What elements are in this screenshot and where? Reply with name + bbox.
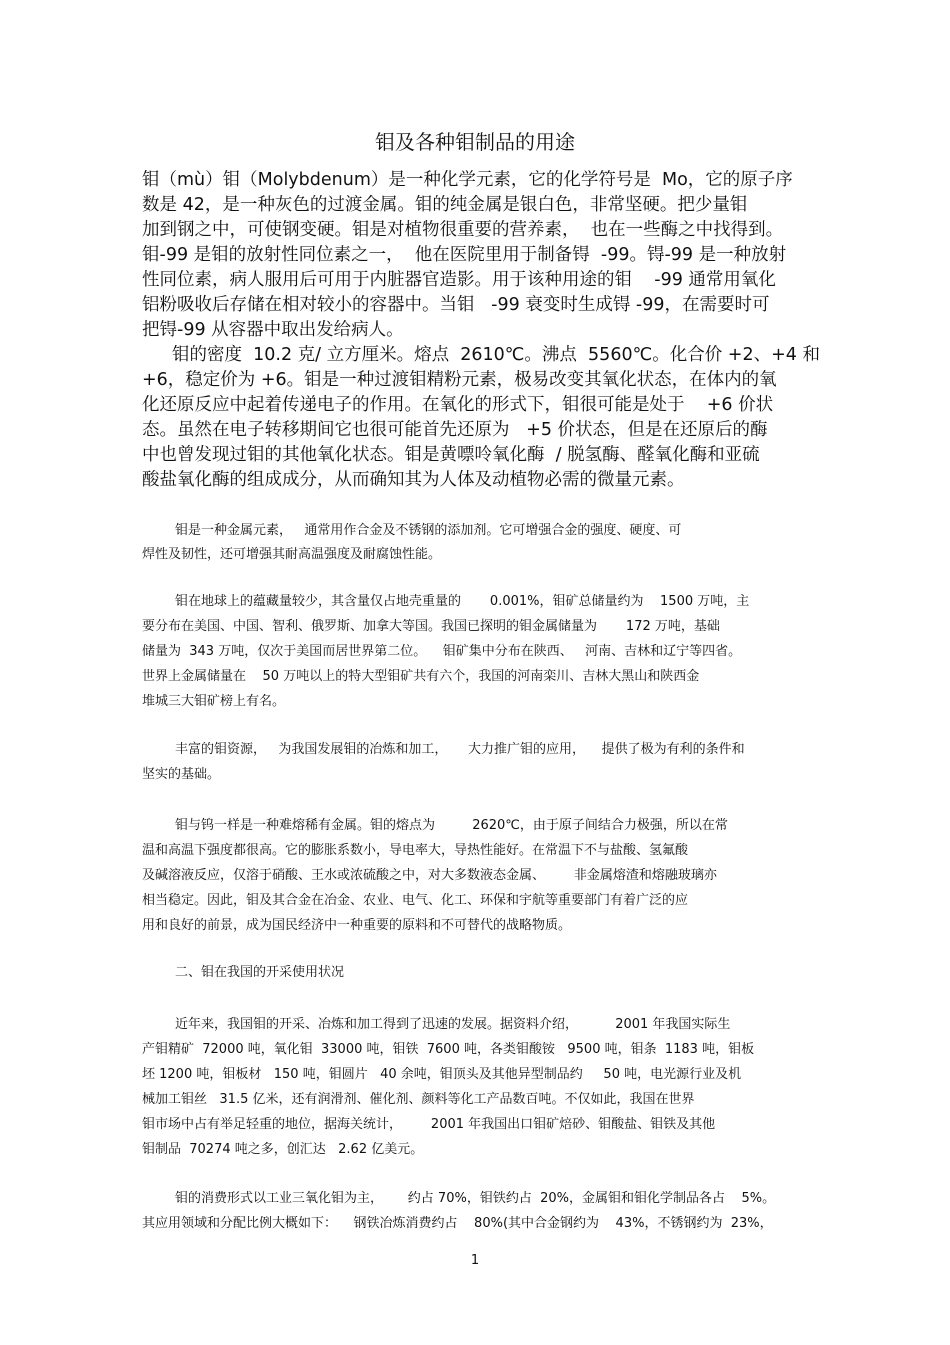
paragraph-line: 堆城三大钼矿榜上有名。	[142, 694, 286, 709]
paragraph-line: 坚实的基础。	[142, 767, 221, 782]
paragraph-line: 钼的消费形式以工业三氧化钼为主， 约占 70%，钼铁约占 20%，金属钼和钼化学制品各占 5%。	[175, 1191, 776, 1206]
paragraph-line: 及碱溶液反应，仅溶于硝酸、王水或浓硫酸之中，对大多数液态金属、 非金属熔渣和熔融玻璃亦	[142, 868, 717, 883]
paragraph-line: 其应用领域和分配比例大概如下： 钢铁冶炼消费约占 80%(其中合金钢约为 43%，不锈钢约为 23%，	[142, 1216, 773, 1231]
intro-line: 数是 42，是一种灰色的过渡金属。钼的纯金属是银白色，非常坚硬。把少量钼	[142, 195, 748, 215]
paragraph-line: 钼市场中占有举足轻重的地位，据海关统计， 2001 年我国出口钼矿焙砂、钼酸盐、钼铁及其他	[142, 1117, 716, 1132]
properties-line: 态。虽然在电子转移期间它也很可能首先还原为 +5 价状态，但是在还原后的酶	[142, 420, 768, 440]
properties-line: 化还原反应中起着传递电子的作用。在氧化的形式下，钼很可能是处于 +6 价状	[142, 395, 774, 415]
paragraph-line: 相当稳定。因此，钼及其合金在冶金、农业、电气、化工、环保和宇航等重要部门有着广泛的应	[142, 893, 689, 908]
paragraph-line: 坯 1200 吨，钼板材 150 吨，钼圆片 40 余吨，钼顶头及其他异型制品约 50 吨，电光源行业及机	[142, 1067, 742, 1082]
intro-line: 钼-99 是钼的放射性同位素之一， 他在医院里用于制备锝 -99。锝-99 是一种放射	[142, 245, 787, 265]
properties-line: 钼的密度 10.2 克/ 立方厘米。熔点 2610℃。沸点 5560℃。化合价 +2、+4 和	[172, 345, 820, 365]
paragraph-line: 丰富的钼资源， 为我国发展钼的冶炼和加工， 大力推广钼的应用， 提供了极为有利的条件和	[175, 742, 745, 757]
section-heading: 二、钼在我国的开采使用状况	[175, 965, 345, 980]
paragraph-line: 钼在地球上的蕴藏量较少，其含量仅占地壳重量的 0.001%，钼矿总储量约为 1500 万吨，主	[175, 594, 750, 609]
paragraph-line: 温和高温下强度都很高。它的膨胀系数小，导电率大，导热性能好。在常温下不与盐酸、氢氟酸	[142, 843, 689, 858]
properties-line: +6，稳定价为 +6。钼是一种过渡钼精粉元素，极易改变其氧化状态，在体内的氧	[142, 370, 777, 390]
intro-line: 把锝-99 从容器中取出发给病人。	[142, 320, 404, 340]
paragraph-line: 焊性及韧性，还可增强其耐高温强度及耐腐蚀性能。	[142, 547, 442, 562]
paragraph-line: 储量为 343 万吨，仅次于美国而居世界第二位。 钼矿集中分布在陕西、 河南、吉林和辽宁等四省。	[142, 644, 742, 659]
paragraph-line: 用和良好的前景，成为国民经济中一种重要的原料和不可替代的战略物质。	[142, 918, 572, 933]
intro-line: 性同位素，病人服用后可用于内脏器官造影。用于该种用途的钼 -99 通常用氧化	[142, 270, 776, 290]
paragraph-line: 近年来，我国钼的开采、冶炼和加工得到了迅速的发展。据资料介绍， 2001 年我国实际生	[175, 1017, 731, 1032]
intro-line: 加到钢之中，可使钢变硬。钼是对植物很重要的营养素， 也在一些酶之中找得到。	[142, 220, 784, 240]
document-title: 钼及各种钼制品的用途	[375, 130, 575, 154]
intro-line: 铝粉吸收后存储在相对较小的容器中。当钼 -99 衰变时生成锝 -99，在需要时可	[142, 295, 770, 315]
paragraph-line: 产钼精矿 72000 吨，氧化钼 33000 吨，钼铁 7600 吨，各类钼酸铵 9500 吨，钼条 1183 吨，钼板	[142, 1042, 755, 1057]
properties-line: 中也曾发现过钼的其他氧化状态。钼是黄嘌呤氧化酶 / 脱氢酶、醛氧化酶和亚硫	[142, 445, 760, 465]
properties-line: 酸盐氧化酶的组成成分，从而确知其为人体及动植物必需的微量元素。	[142, 470, 685, 490]
paragraph-line: 世界上金属储量在 50 万吨以上的特大型钼矿共有六个，我国的河南栾川、吉林大黑山和陕西金	[142, 669, 700, 684]
paragraph-line: 钼制品 70274 吨之多，创汇达 2.62 亿美元。	[142, 1142, 424, 1157]
paragraph-line: 械加工钼丝 31.5 亿米，还有润滑剂、催化剂、颜料等化工产品数百吨。不仅如此，我国在世界	[142, 1092, 695, 1107]
paragraph-line: 钼是一种金属元素， 通常用作合金及不锈钢的添加剂。它可增强合金的强度、硬度、可	[175, 523, 682, 538]
paragraph-line: 要分布在美国、中国、智利、俄罗斯、加拿大等国。我国已探明的钼金属储量为 172 万吨，基础	[142, 619, 720, 634]
intro-line: 钼（mù）钼（Molybdenum）是一种化学元素，它的化学符号是 Mo，它的原子序	[142, 170, 793, 190]
page-number: 1	[470, 1253, 480, 1268]
paragraph-line: 钼与钨一样是一种难熔稀有金属。钼的熔点为 2620℃，由于原子间结合力极强，所以在常	[175, 818, 728, 833]
